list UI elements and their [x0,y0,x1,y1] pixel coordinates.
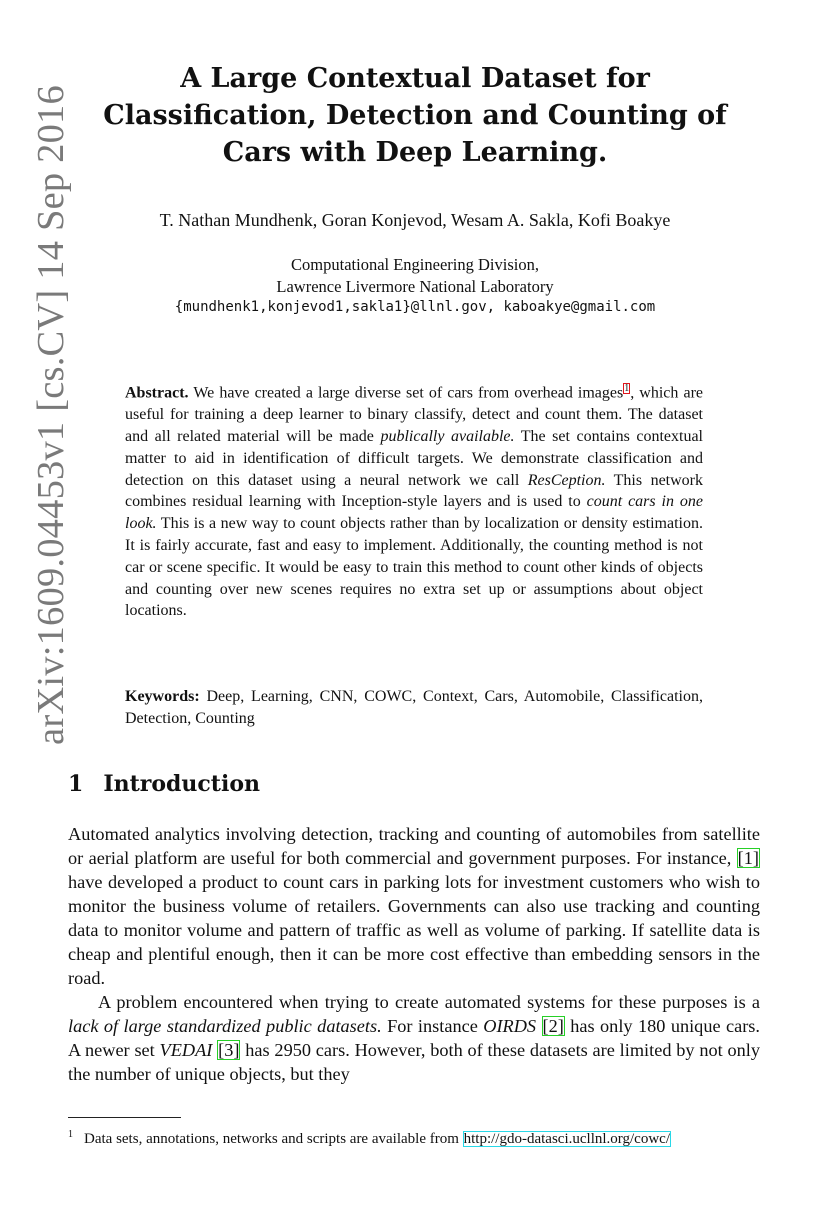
intro-text: For instance [381,1016,484,1036]
author-list: T. Nathan Mundhenk, Goran Konjevod, Wesam A. Sakla, Kofi Boakye [159,210,671,230]
intro-paragraph-2 [68,990,760,1086]
arxiv-identifier: arXiv:1609.04453v1 [cs.CV] 14 Sep 2016 [30,85,72,745]
footnote-divider [68,1117,181,1118]
abstract [125,378,703,622]
footnote [68,1124,760,1150]
abstract-text-1: We have created a large diverse set of cars from overhead images [193,384,624,402]
footnote-text: Data sets, annotations, networks and scripts are available from [84,1131,463,1147]
intro-text: A problem encountered when trying to create automated systems for these purposes is a [98,992,760,1012]
introduction-body [68,822,760,1086]
abstract-emphasis-2: ResCeption. [527,471,606,489]
abstract-text-2: , which are useful for training a deep learner to binary classify, detect and count them. The dataset and all related material will be made [125,384,703,445]
abstract-text-3: The set contains contextual matter to aid in identification of difficult targets. We demonstrate classification and detection on this dataset using a neural network we call [125,427,703,489]
affiliation-lab: Lawrence Livermore National Laboratory [276,276,554,296]
affiliation-division: Computational Engineering Division, [291,255,539,274]
arxiv-sidebar-stamp [26,60,76,770]
paper-title: A Large Contextual Dataset for Classification, Detection and Counting of Cars with Deep Learning. [103,63,727,168]
intro-emphasis: lack of large standardized public datasets. [68,1016,382,1036]
abstract-emphasis-3: count cars in one look. [125,493,703,533]
citation-link-3[interactable]: [3] [218,1040,240,1060]
abstract-text-5: This is a new way to count objects rather than by localization or density estimation. It is fairly accurate, fast and easy to implement. Additionally, the counting method is not car or scene specific. It would be easy to train this method to count other kinds of objects and counting over new scenes requires no extra set up or assumptions about object locations. [125,515,703,620]
abstract-text-4: This network combines residual learning with Inception-style layers and is used to [125,471,703,511]
footnote-url-link[interactable]: http://gdo-datasci.ucllnl.org/cowc/ [463,1131,670,1147]
intro-text: has 2950 cars. However, both of these datasets are limited by not only the number of unique objects, but they [68,1040,760,1084]
affiliation-block [60,254,770,319]
intro-text: have developed a product to count cars in parking lots for investment customers who wish to monitor the business volume of retailers. Governments can also use tracking and counting data to monitor volume and pattern of traffic as well as volume of parking. If satellite data is cheap and plentiful enough, then it can be more cost effective than embedding sensors in the road. [68,872,760,988]
abstract-label: Abstract. [125,384,189,402]
citation-link-2[interactable]: [2] [542,1016,564,1036]
intro-text: Automated analytics involving detection, tracking and counting of automobiles from satellite or aerial platform are useful for both commercial and government purposes. For instance, [68,824,760,868]
section-heading-introduction [68,771,260,797]
keywords-text: Deep, Learning, CNN, COWC, Context, Cars, Automobile, Classification, Detection, Counting [125,688,704,727]
keywords-label: Keywords: [125,688,200,705]
intro-paragraph-1 [68,822,760,990]
keywords [125,686,703,730]
dataset-name-vedai: VEDAI [159,1040,213,1060]
author-emails[interactable]: {mundhenk1,konjevod1,sakla1}@llnl.gov, kaboakye@gmail.com [174,299,656,315]
section-number: 1 [68,771,84,797]
abstract-emphasis-1: publically available. [380,427,515,445]
footnote-ref-link[interactable]: 1 [624,383,630,394]
footnote-mark: 1 [68,1129,73,1140]
intro-text: has only 180 unique cars. A newer set [68,1016,760,1060]
section-title: Introduction [103,771,260,797]
dataset-name-oirds: OIRDS [483,1016,537,1036]
citation-link-1[interactable]: [1] [737,848,759,868]
